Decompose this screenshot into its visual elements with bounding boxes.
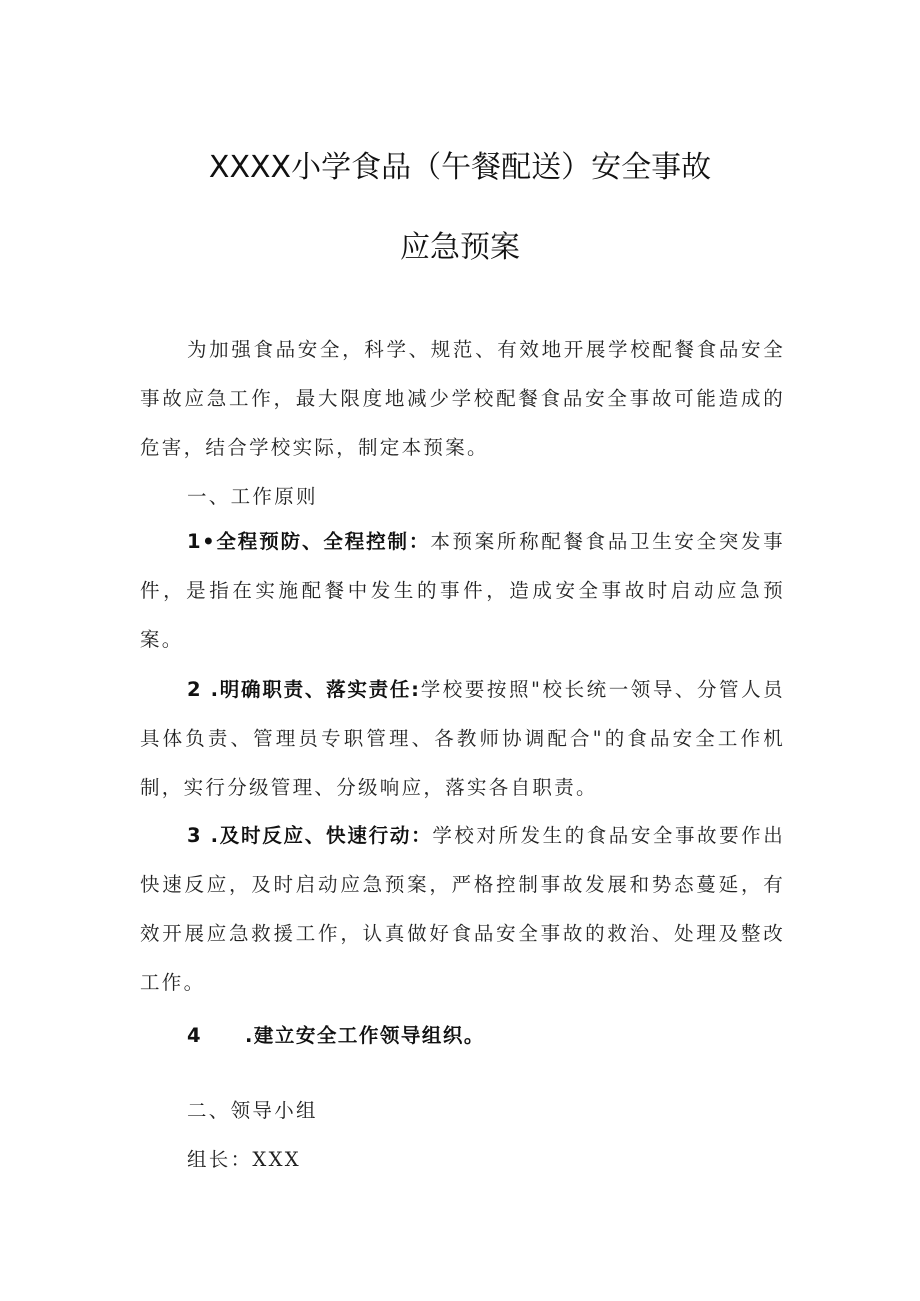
principle-item-1 bbox=[140, 517, 785, 664]
principle-item-2-label: 2 .明确职责、落实责任: bbox=[187, 678, 421, 701]
leader-line: 组长：XXX bbox=[187, 1148, 301, 1171]
principle-item-3 bbox=[140, 811, 785, 1007]
principle-item-2 bbox=[140, 665, 785, 812]
principle-item-4-number: 4 bbox=[187, 1024, 203, 1047]
principle-item-3-text: 学校对所发生的食品安全事故要作出快速反应，及时启动应急预案，严格控制事故发展和势态蔓延，有效开展应急救援工作，认真做好食品安全事故的救治、处理及整改工作。 bbox=[140, 824, 785, 994]
principle-item-4 bbox=[187, 1020, 485, 1048]
principle-item-1-label: 1•全程预防、全程控制： bbox=[187, 530, 431, 553]
section2-heading: 二、领导小组 bbox=[187, 1099, 318, 1122]
document-title-line2: 应急预案 bbox=[400, 230, 520, 265]
principle-item-4-text: .建立安全工作领导组织。 bbox=[245, 1024, 485, 1047]
principle-item-2-text: 学校要按照"校长统一领导、分管人员具体负责、管理员专职管理、各教师协调配合"的食品安全工作机制，实行分级管理、分级响应，落实各自职责。 bbox=[140, 678, 785, 799]
intro-paragraph: 为加强食品安全，科学、规范、有效地开展学校配餐食品安全事故应急工作，最大限度地减少学校配餐食品安全事故可能造成的危害，结合学校实际，制定本预案。 bbox=[140, 338, 785, 459]
principle-item-1-text: 本预案所称配餐食品卫生安全突发事件，是指在实施配餐中发生的事件，造成安全事故时启动应急预案。 bbox=[140, 530, 785, 651]
principle-item-3-label: 3 .及时反应、快速行动： bbox=[187, 824, 433, 847]
section1-heading: 一、工作原则 bbox=[187, 485, 318, 508]
document-title-line1: XXXX小学食品（午餐配送）安全事故 bbox=[208, 150, 712, 185]
